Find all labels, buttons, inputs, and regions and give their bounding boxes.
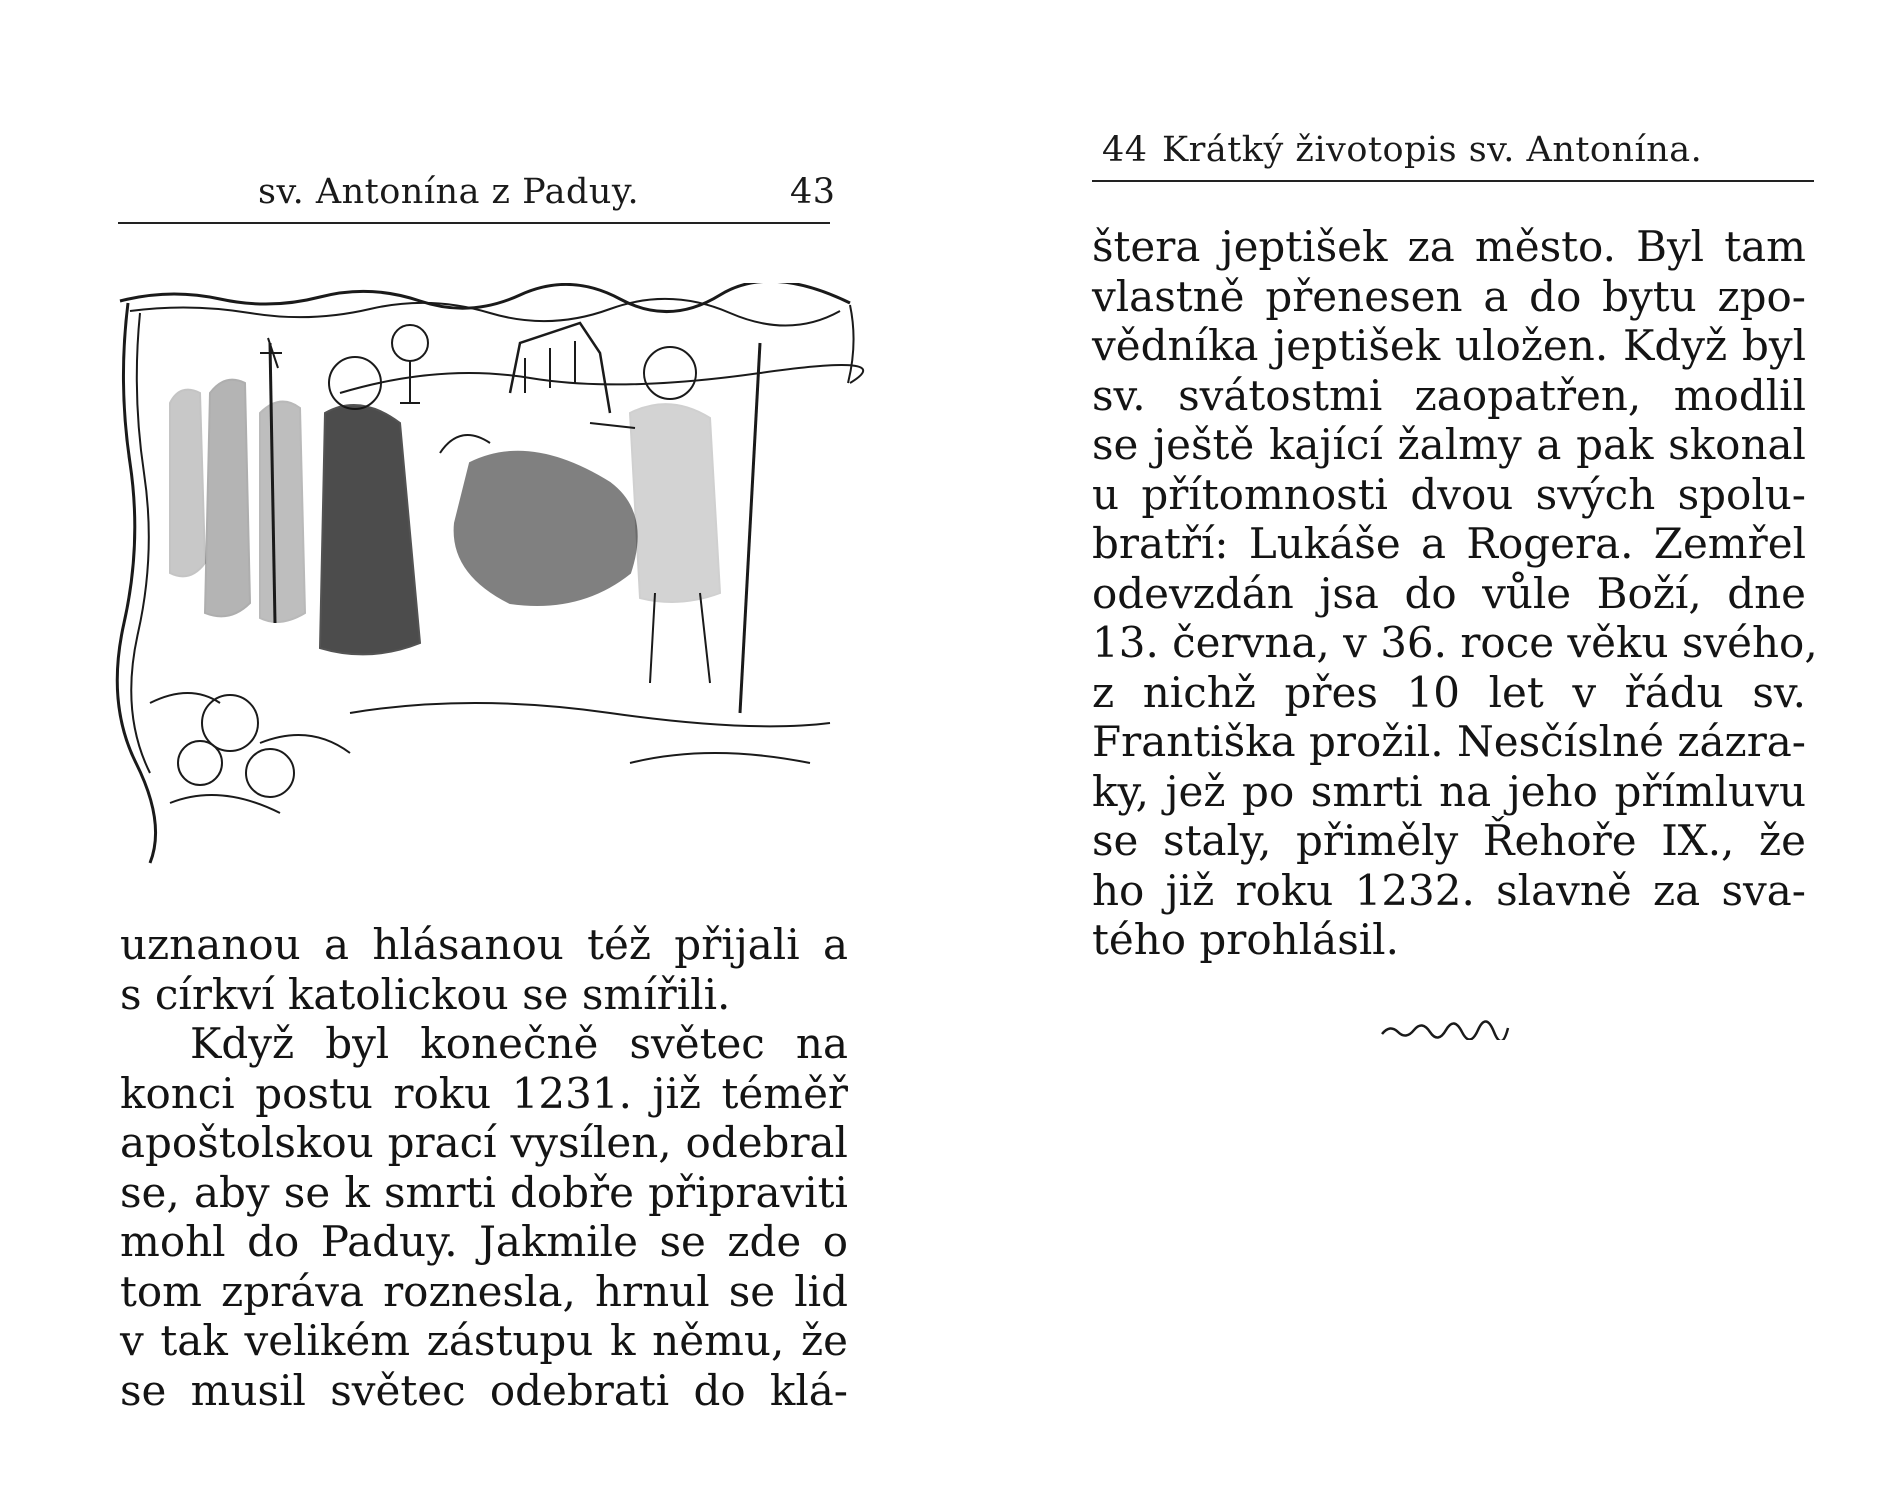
- text-line: Když byl konečně světec na: [190, 1019, 848, 1068]
- head-rule-left: [118, 222, 830, 224]
- saint-miracle-engraving: [110, 283, 872, 873]
- text-line: bratří: Lukáše a Rogera. Zemřel: [1092, 519, 1806, 568]
- page-number-right: 44: [1102, 130, 1148, 170]
- text-line: se, aby se k smrti dobře připraviti: [120, 1167, 848, 1217]
- left-body-text: [120, 920, 848, 1415]
- text-line: sv. svátostmi zaopatřen, modlil: [1092, 370, 1806, 420]
- text-line: tom zpráva roznesla, hrnul se lid: [120, 1266, 848, 1316]
- text-line: vlastně přenesen a do bytu zpo-: [1092, 271, 1806, 321]
- head-rule-right: [1092, 180, 1814, 182]
- text-line: mohl do Paduy. Jakmile se zde o: [120, 1217, 848, 1266]
- text-line: štera jeptišek za město. Byl tam: [1092, 222, 1806, 271]
- text-line: konci postu roku 1231. již téměř: [120, 1068, 848, 1118]
- text-line: uznanou a hlásanou též přijali a: [120, 920, 848, 969]
- text-line: ky, jež po smrti na jeho přímluvu: [1092, 766, 1806, 816]
- text-line: Františka prožil. Nesčíslné zázra-: [1092, 717, 1806, 766]
- text-line: 13. června, v 36. roce věku svého,: [1092, 618, 1818, 667]
- text-line: se ještě kající žalmy a pak skonal: [1092, 420, 1806, 469]
- text-line: v tak velikém zástupu k němu, že: [120, 1316, 848, 1365]
- text-line: vědníka jeptišek uložen. Když byl: [1092, 321, 1806, 370]
- text-line: tého prohlásil.: [1092, 915, 1399, 964]
- text-line: s církví katolickou se smířili.: [120, 969, 731, 1019]
- text-line: se musil světec odebrati do klá-: [120, 1365, 848, 1415]
- running-head-right: Krátký životopis sv. Antonína.: [1162, 130, 1703, 170]
- end-ornament: [1380, 1020, 1510, 1040]
- text-line: z nichž přes 10 let v řádu sv.: [1092, 667, 1806, 717]
- text-line: apoštolskou prací vysílen, odebral: [120, 1118, 848, 1167]
- engraving-illustration: [110, 283, 872, 873]
- page-number-left: 43: [790, 172, 836, 212]
- running-head-left: sv. Antonína z Paduy.: [258, 172, 640, 212]
- text-line: odevzdán jsa do vůle Boží, dne: [1092, 568, 1806, 618]
- right-body-text: [1092, 222, 1818, 965]
- text-line: se staly, přiměly Řehoře IX., že: [1092, 816, 1806, 865]
- text-line: u přítomnosti dvou svých spolu-: [1092, 469, 1806, 519]
- text-line: ho již roku 1232. slavně za sva-: [1092, 865, 1806, 915]
